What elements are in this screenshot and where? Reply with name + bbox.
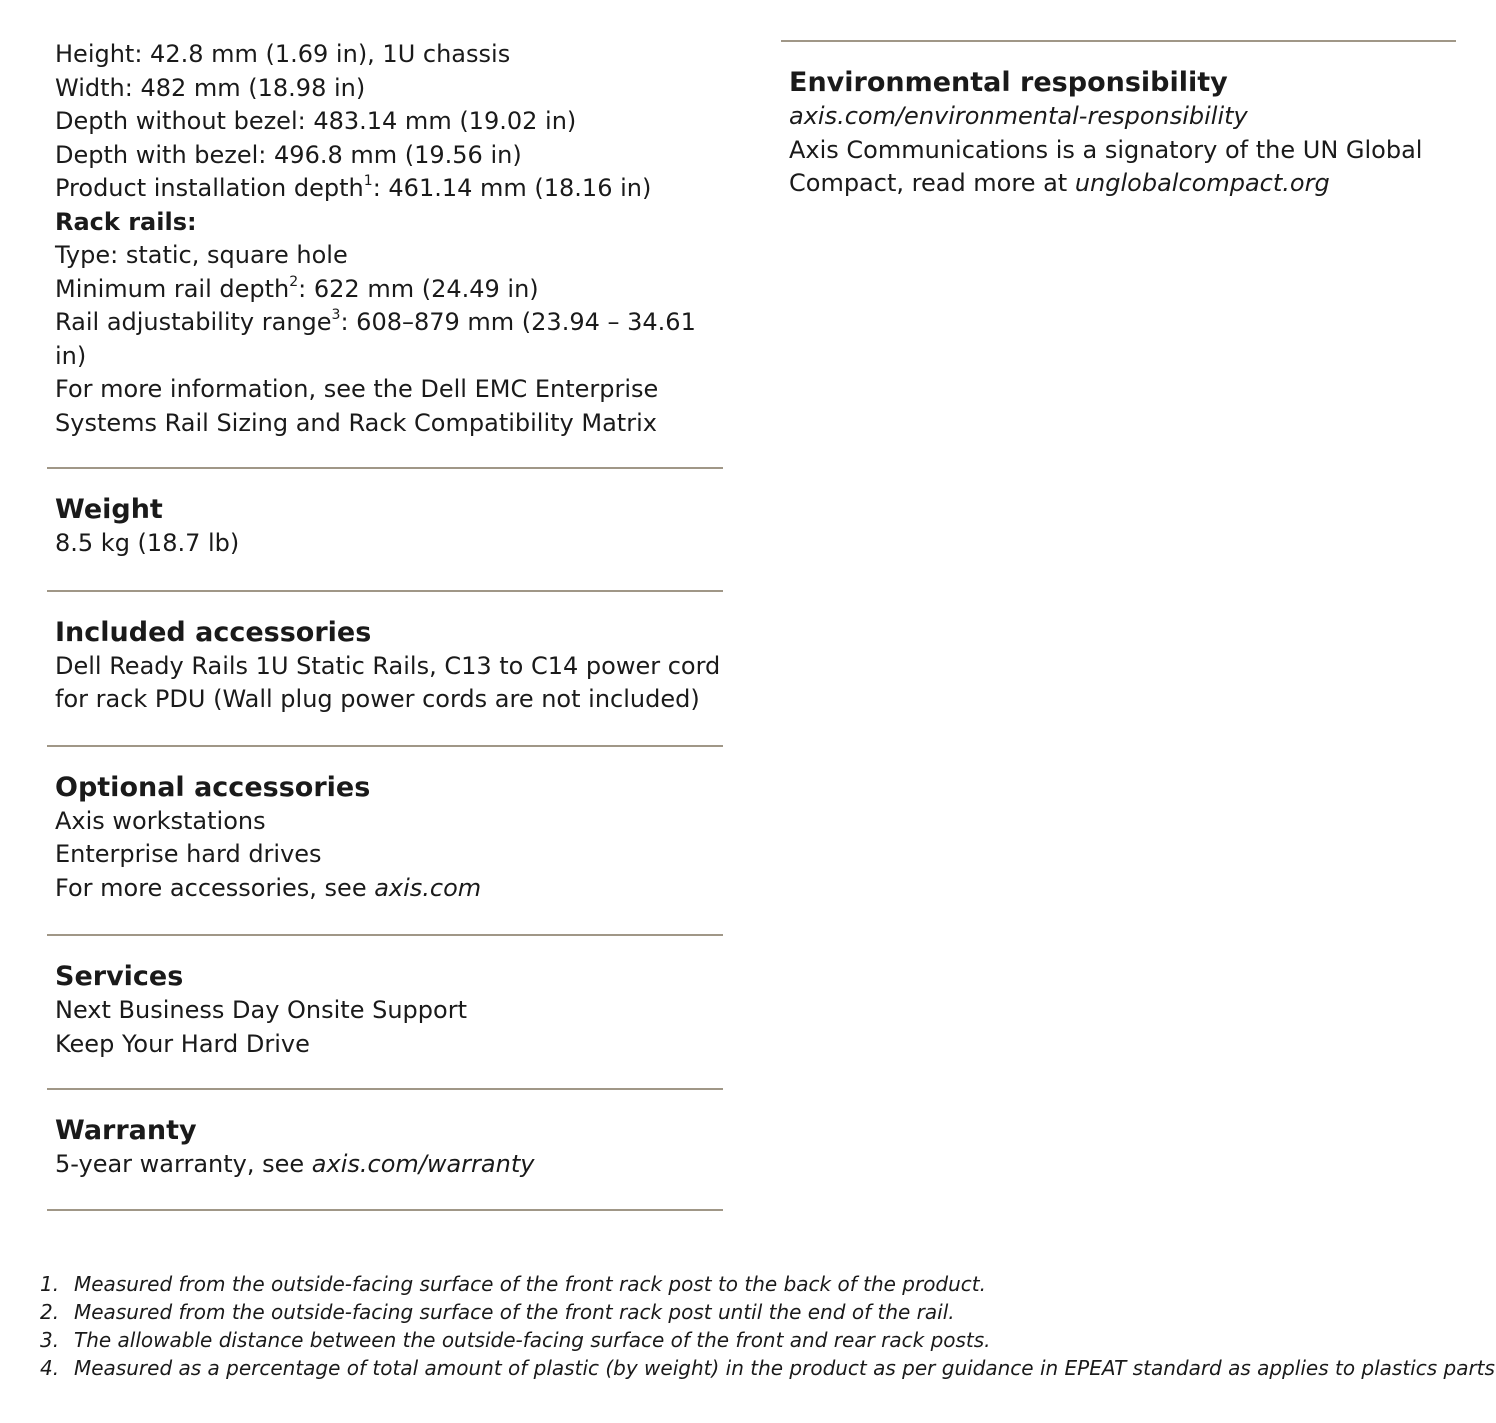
environmental-link[interactable]: axis.com/environmental-responsibility [789, 102, 1248, 130]
services-heading: Services [55, 961, 184, 992]
rail-adjustability-label: Rail adjustability range [55, 308, 332, 336]
service-item: Next Business Day Onsite Support [55, 996, 467, 1024]
footnote-item [40, 1270, 1460, 1298]
environmental-text: Compact, read more at [789, 169, 1075, 197]
more-accessories-text: For more accessories, see [55, 873, 375, 902]
footnote-text: Measured from the outside-facing surface of the front rack post until the end of the rail. [74, 1300, 955, 1324]
service-item: Keep Your Hard Drive [55, 1029, 310, 1058]
footnote-text: Measured as a percentage of total amount of plastic (by weight) in the product as per guidance in EPEAT standard as applies to plastics parts [74, 1356, 1495, 1380]
footnote-ref-2: 2 [289, 273, 299, 290]
optional-accessory-item: Enterprise hard drives [55, 840, 322, 868]
min-rail-depth-value: : 622 mm (24.49 in) [298, 274, 539, 303]
more-info-line-1: For more information, see the Dell EMC Enterprise [55, 375, 659, 403]
optional-accessories-heading: Optional accessories [55, 771, 371, 803]
installation-depth-label: Product installation depth [55, 174, 364, 202]
installation-depth-value: : 461.14 mm (18.16 in) [372, 174, 652, 202]
warranty-section [47, 1090, 723, 1182]
environmental-line-1: Axis Communications is a signatory of the UN Global [789, 135, 1423, 164]
environmental-heading: Environmental responsibility [789, 67, 1228, 98]
included-accessories-heading: Included accessories [55, 616, 372, 648]
width-spec: Width: 482 mm (18.98 in) [55, 73, 366, 102]
depth-with-bezel-spec: Depth with bezel: 496.8 mm (19.56 in) [55, 140, 522, 169]
more-info-line-2: Systems Rail Sizing and Rack Compatibility Matrix [55, 408, 657, 437]
footnotes-list [40, 1270, 1495, 1382]
environmental-line-2 [789, 167, 1448, 201]
weight-section [47, 469, 723, 561]
footnote-number: 4. [40, 1356, 60, 1380]
footnote-item [40, 1298, 1460, 1326]
min-rail-depth-label: Minimum rail depth [55, 274, 290, 303]
footnote-ref-1: 1 [363, 173, 373, 189]
weight-heading: Weight [55, 494, 163, 525]
dimensions-section [47, 0, 723, 440]
optional-accessories-section [47, 747, 723, 906]
footnote-number: 2. [40, 1300, 60, 1324]
footnote-item [40, 1354, 1495, 1382]
footnote-item [40, 1326, 1460, 1354]
right-column [781, 40, 1456, 201]
warranty-text: 5-year warranty, see [55, 1150, 312, 1178]
footnote-number: 1. [40, 1272, 60, 1296]
depth-without-bezel-spec: Depth without bezel: 483.14 mm (19.02 in) [55, 107, 577, 135]
unglobalcompact-link[interactable]: unglobalcompact.org [1074, 169, 1330, 197]
footnote-ref-3: 3 [331, 307, 341, 323]
warranty-line [55, 1148, 715, 1182]
rack-rails-heading: Rack rails: [55, 207, 197, 236]
more-accessories-line [55, 872, 715, 906]
installation-depth-spec [55, 172, 715, 206]
optional-accessory-item: Axis workstations [55, 806, 266, 835]
footnote-text: Measured from the outside-facing surface of the front rack post to the back of the product. [74, 1272, 987, 1296]
rail-adjustability-spec [55, 306, 715, 340]
axis-com-link[interactable]: axis.com [374, 873, 482, 902]
weight-value: 8.5 kg (18.7 lb) [55, 529, 240, 557]
warranty-heading: Warranty [55, 1115, 197, 1146]
section-divider [47, 1209, 723, 1211]
left-column [47, 0, 723, 1211]
min-rail-depth-spec [55, 273, 715, 307]
footnote-number: 3. [40, 1328, 60, 1352]
rail-adjustability-unit: in) [55, 341, 87, 370]
environmental-section [781, 42, 1456, 201]
footnote-text: The allowable distance between the outside-facing surface of the front and rear rack posts. [74, 1328, 991, 1352]
rail-type-spec: Type: static, square hole [55, 241, 348, 269]
included-accessories-line-1: Dell Ready Rails 1U Static Rails, C13 to C14 power cord [55, 651, 721, 680]
services-section [47, 936, 723, 1061]
included-accessories-section [47, 592, 723, 717]
included-accessories-line-2: for rack PDU (Wall plug power cords are not included) [55, 685, 700, 713]
warranty-link[interactable]: axis.com/warranty [311, 1150, 535, 1178]
height-spec: Height: 42.8 mm (1.69 in), 1U chassis [55, 40, 511, 68]
rail-adjustability-value: : 608–879 mm (23.94 – 34.61 [340, 308, 696, 336]
